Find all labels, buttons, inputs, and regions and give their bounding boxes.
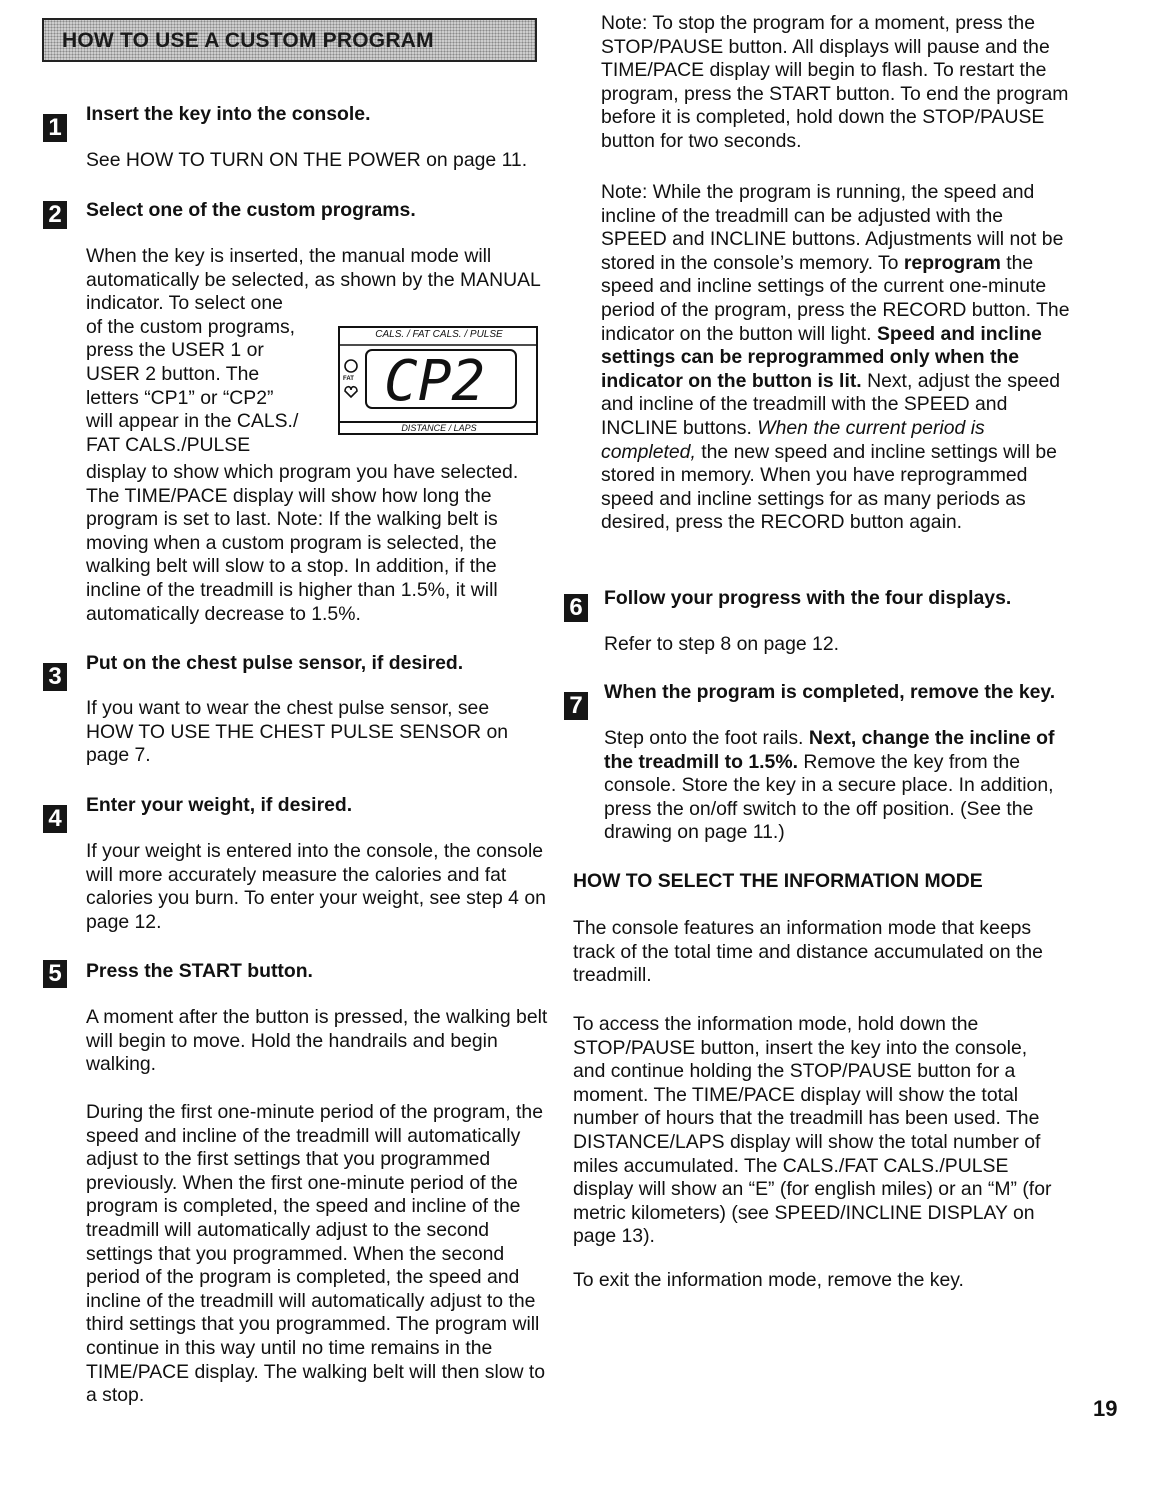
lcd-fat-label: FAT [343, 376, 354, 382]
lcd-top-label: CALS. / FAT CALS. / PULSE [375, 329, 503, 340]
info-mode-para-1: The console features an information mode that keeps track of the total time and distance accumulated on the treadmill. [573, 917, 1043, 987]
info-mode-heading: HOW TO SELECT THE INFORMATION MODE [573, 870, 983, 892]
run-note-emphasis: reprogram [903, 251, 1001, 274]
step-7-emphasis: Next, change the incline of the treadmill to 1.5%. [604, 727, 1055, 773]
step-6-body: Refer to step 8 on page 12. [604, 633, 840, 655]
step-number-2: 2 [43, 201, 67, 229]
step-2-line: press the USER 1 or [86, 339, 264, 362]
step-2-title: Select one of the custom programs. [86, 199, 416, 221]
lcd-bottom-label: DISTANCE / LAPS [401, 423, 477, 433]
step-2-line: USER 2 button. The [86, 362, 260, 385]
step-7-body [604, 727, 1062, 845]
step-5-title: Press the START button. [86, 960, 313, 982]
step-5-body-2: During the first one-minute period of the program, the speed and incline of the treadmill will automatically adjust to the first settings that you programmed previously. When the first one-minute period of the program is completed, the speed and incline of the treadmill will automatically adjust to the second settings that you programmed. When the second period of the program is completed, the speed and incline of the treadmill will automatically adjust to the third settings that you programmed. The program will continue in this way until no time remains in the TIME/PACE display. The walking belt will then slow to a stop. [86, 1101, 546, 1407]
lcd-drawing [338, 326, 538, 436]
step-3-body: If you want to wear the chest pulse sensor, see HOW TO USE THE CHEST PULSE SENSOR on page 7. [86, 697, 509, 767]
step-3-title: Put on the chest pulse sensor, if desired. [86, 652, 464, 674]
info-mode-para-3: To exit the information mode, remove the key. [573, 1269, 964, 1291]
step-number-3: 3 [43, 663, 67, 691]
page-number: 19 [1093, 1396, 1118, 1421]
step-2-line: of the custom programs, [86, 315, 296, 338]
run-note-emphasis: Speed and incline settings can be reprogrammed only when the indicator on the button is lit. [601, 322, 1042, 392]
step-2-line: indicator. To select one [86, 292, 283, 315]
step-7-text: Step onto the foot rails. [604, 727, 809, 749]
step-2-line: letters “CP1” or “CP2” [86, 386, 274, 409]
step-2-body-rest: display to show which program you have selected. The TIME/PACE display will show how long the program is set to last. Note: If the walking belt is moving when a custom program is selected, the walking belt will slow to a stop. In addition, if the incline of the treadmill is higher than 1.5%, it will automatically decrease to 1.5%. [86, 461, 519, 625]
step-number-1: 1 [43, 114, 67, 142]
step-1-title: Insert the key into the console. [86, 103, 371, 125]
step-5-body: A moment after the button is pressed, the walking belt will begin to move. Hold the handrails and begin walking. [86, 1006, 548, 1076]
step-6-title: Follow your progress with the four displays. [604, 587, 1012, 609]
step-2-line: will appear in the CALS./ [86, 410, 299, 433]
lcd-readout: CP2 [384, 349, 486, 414]
step-1-body: See HOW TO TURN ON THE POWER on page 11. [86, 149, 528, 171]
step-4-title: Enter your weight, if desired. [86, 794, 353, 816]
run-note-text: Note: While the program is running, the speed and incline of the treadmill can be adjusted with the SPEED and INCLINE buttons. Adjustments will not be stored in the console’s memory. To [601, 181, 1064, 274]
step-7-text: Remove the key from the console. Store the key in a secure place. In addition, press the on/off switch to the off position. (See the drawing on page 11.) [604, 750, 1054, 844]
info-mode-para-2: To access the information mode, hold down the STOP/PAUSE button, insert the key into the console, and continue holding the STOP/PAUSE button for a moment. The TIME/PACE display will show the total number of hours that the treadmill has been used. The DISTANCE/LAPS display will show the total number of miles accumulated. The CALS./FAT CALS./PULSE display will show an “E” (for english miles) or an “M” (for metric kilometers) (see SPEED/INCLINE DISPLAY on page 13). [573, 1013, 1052, 1248]
run-note-italic: When the current period is completed, [601, 416, 985, 463]
stop-note: Note: To stop the program for a moment, press the STOP/PAUSE button. All displays will pause and the TIME/PACE display will begin to flash. To restart the program, press the START button. To end the program before it is completed, hold down the STOP/PAUSE button for two seconds. [601, 12, 1069, 152]
banner-title: HOW TO USE A CUSTOM PROGRAM [62, 29, 434, 52]
step-2-line: automatically be selected, as shown by the MANUAL [86, 268, 541, 291]
step-7-title: When the program is completed, remove the key. [604, 681, 1056, 703]
step-2-line: When the key is inserted, the manual mode will [86, 245, 492, 267]
run-note-text: the speed and incline settings of the current one-minute period of the program, press the RECORD button. The indicator on the button will light. [601, 251, 1070, 345]
run-note [601, 181, 1071, 535]
step-number-4: 4 [43, 805, 67, 833]
step-number-7: 7 [564, 692, 588, 720]
step-4-body: If your weight is entered into the console, the console will more accurately measure the calories and fat calories you burn. To enter your weight, see step 4 on page 12. [86, 840, 546, 933]
step-number-6: 6 [564, 594, 588, 622]
step-number-5: 5 [43, 960, 67, 988]
section-banner [42, 18, 537, 62]
console-display-illustration [338, 326, 538, 436]
run-note-text: Next, adjust the speed and incline of the treadmill with the SPEED and INCLINE buttons. [601, 369, 1061, 439]
run-note-text: the new speed and incline settings will be stored in memory. When you have reprogrammed speed and incline settings for as many periods as desired, press the RECORD button again. [601, 440, 1057, 534]
step-2-line: FAT CALS./PULSE [86, 433, 251, 456]
